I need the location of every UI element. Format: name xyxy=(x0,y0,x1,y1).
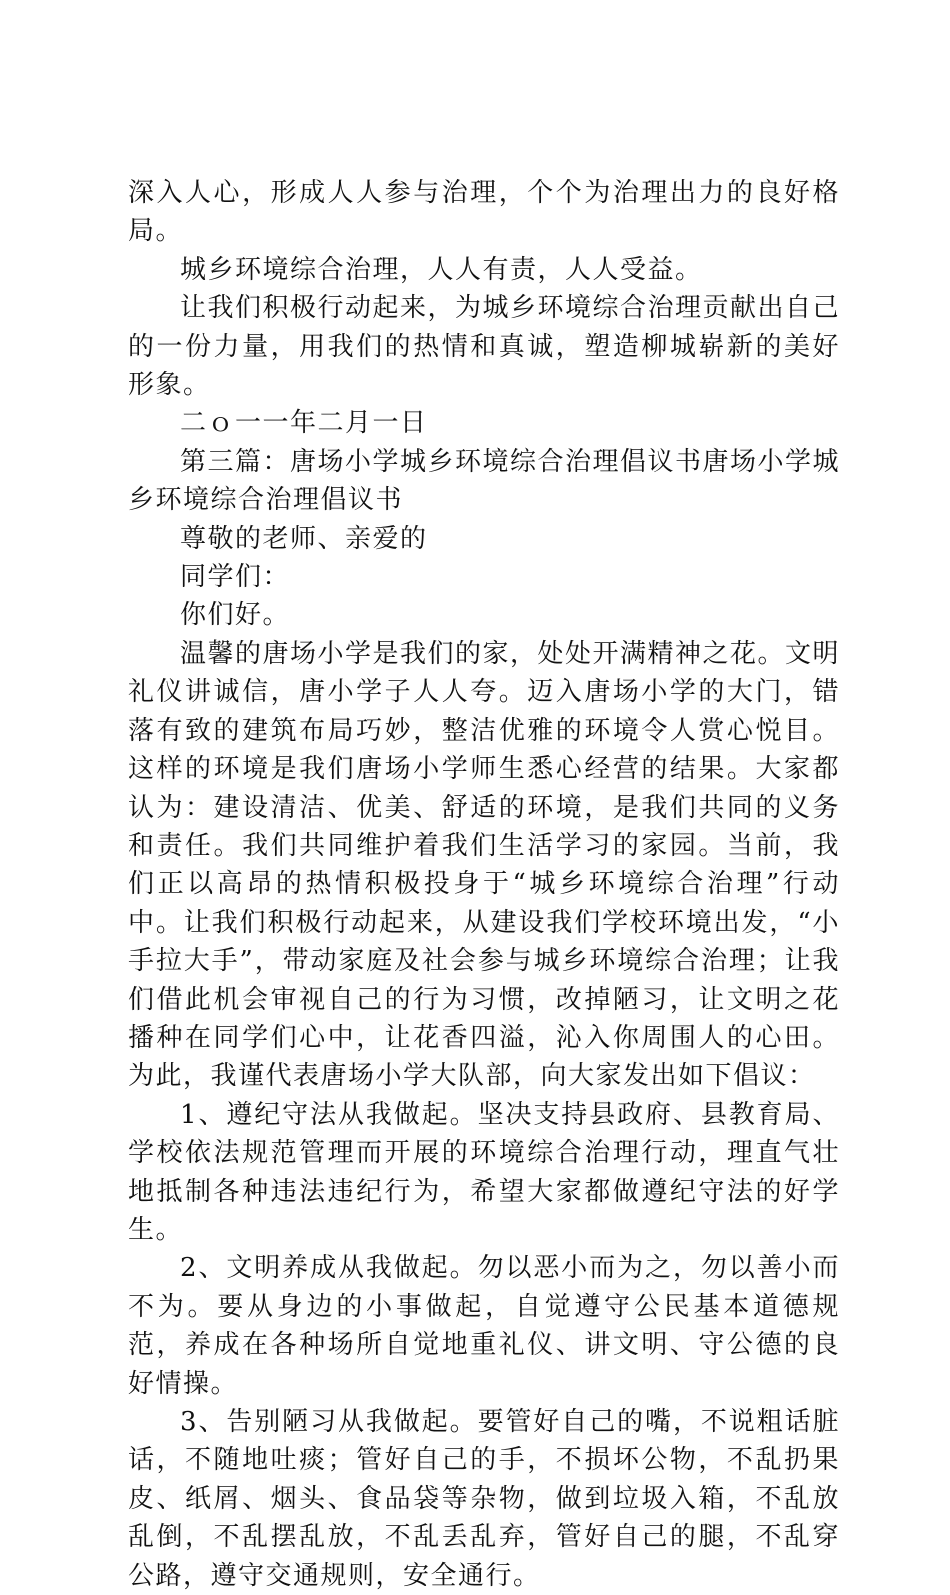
greeting: 你们好。 xyxy=(180,600,291,631)
proposal-item-2: 2、文明养成从我做起。勿以恶小而为之，勿以善小而不为。要从身边的小事做起，自觉遵守公民基本道德规范，养成在各种场所自觉地重礼仪、讲文明、守公德的良好情操。 xyxy=(128,1253,840,1399)
proposal-item-3: 3、告别陋习从我做起。要管好自己的嘴，不说粗话脏话，不随地吐痰；管好自己的手，不损坏公物，不乱扔果皮、纸屑、烟头、食品袋等杂物，做到垃圾入箱，不乱放乱倒，不乱摆乱放，不乱丢乱弃，管好自己的腿，不乱穿公路，遵守交通规则，安全通行。 xyxy=(128,1407,840,1591)
section-title: 第三篇：唐场小学城乡环境综合治理倡议书唐场小学城乡环境综合治理倡议书 xyxy=(128,446,841,516)
paragraph-1: 深入人心，形成人人参与治理，个个为治理出力的良好格局。 xyxy=(128,178,840,247)
salutation-line-2: 同学们： xyxy=(180,562,291,593)
salutation-line-1: 尊敬的老师、亲爱的 xyxy=(180,523,428,554)
date-line: 二ｏ一一年二月一日 xyxy=(180,408,428,439)
document-body xyxy=(128,174,840,1595)
paragraph-intro: 温馨的唐场小学是我们的家，处处开满精神之花。文明礼仪讲诚信，唐小学子人人夸。迈入唐场小学的大门，错落有致的建筑布局巧妙，整洁优雅的环境令人赏心悦目。这样的环境是我们唐场小学师生悉心经营的结果。大家都认为：建设清洁、优美、舒适的环境，是我们共同的义务和责任。我们共同维护着我们生活学习的家园。当前，我们正以高昂的热情积极投身于“城乡环境综合治理”行动中。让我们积极行动起来，从建设我们学校环境出发，“小手拉大手”，带动家庭及社会参与城乡环境综合治理；让我们借此机会审视自己的行为习惯，改掉陋习，让文明之花播种在同学们心中，让花香四溢，沁入你周围人的心田。为此，我谨代表唐场小学大队部，向大家发出如下倡议： xyxy=(128,638,841,1092)
paragraph-3: 让我们积极行动起来，为城乡环境综合治理贡献出自己的一份力量，用我们的热情和真诚，塑造柳城崭新的美好形象。 xyxy=(128,293,841,401)
paragraph-2: 城乡环境综合治理，人人有责，人人受益。 xyxy=(180,254,703,285)
proposal-item-1: 1、遵纪守法从我做起。坚决支持县政府、县教育局、学校依法规范管理而开展的环境综合治理行动，理直气壮地抵制各种违法违纪行为，希望大家都做遵纪守法的好学生。 xyxy=(128,1099,840,1245)
